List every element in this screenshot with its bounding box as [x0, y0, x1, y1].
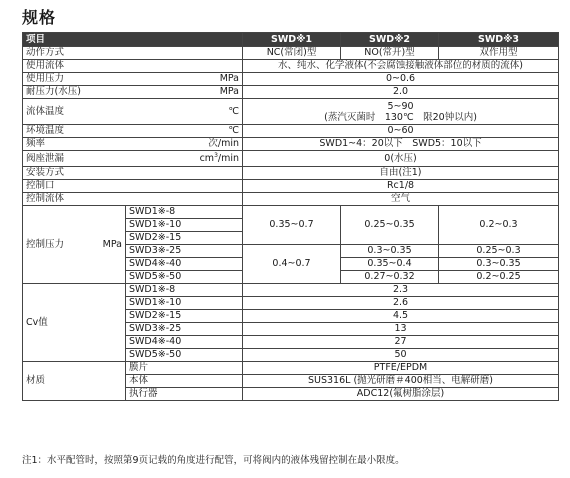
leak-value: 0(水压) — [243, 151, 559, 167]
material-value: SUS316L (抛光研磨＃400相当、电解研磨) — [243, 375, 559, 388]
cv-value: 2.6 — [243, 297, 559, 310]
freq-row — [23, 138, 559, 151]
ctrl-pressure-swd3-small: 0.2~0.3 — [439, 206, 559, 245]
action-row — [23, 47, 559, 60]
spec-table — [22, 32, 559, 401]
fluid-temp-unit: ℃ — [228, 106, 240, 117]
freq-unit: 次/min — [208, 138, 240, 149]
cv-value: 27 — [243, 336, 559, 349]
ctrl-pressure-swd3-value: 0.2~0.25 — [439, 271, 559, 284]
action-swd3: 双作用型 — [439, 47, 559, 60]
ctrl-pressure-swd2-value: 0.35~0.4 — [341, 258, 439, 271]
cv-label: Cv值 — [23, 284, 126, 362]
ctrl-pressure-swd2-small: 0.25~0.35 — [341, 206, 439, 245]
footnote: 注1：水平配管时，按照第9页记载的角度进行配管，可将阀内的液体残留控制在最小限度。 — [22, 455, 405, 466]
cv-model: SWD3※-25 — [126, 323, 243, 336]
ctrl-fluid-label: 控制流体 — [23, 193, 243, 206]
leak-label: 阀座泄漏 $cm^3/\min$ — [23, 151, 243, 167]
ctrl-pressure-model: SWD1※-10 — [126, 219, 243, 232]
page-title: 规格 — [22, 8, 57, 27]
material-value: PTFE/EPDM — [243, 362, 559, 375]
cv-row — [23, 284, 559, 297]
ambient-label: 环境温度 ℃ — [23, 125, 243, 138]
proof-label: 耐压力(水压) MPa — [23, 86, 243, 99]
port-label: 控制口 — [23, 180, 243, 193]
action-label: 动作方式 — [23, 47, 243, 60]
header-swd1: SWD※1 — [243, 33, 341, 47]
fluid-label: 使用流体 — [23, 60, 243, 73]
ctrl-pressure-label: 控制压力 MPa — [23, 206, 126, 284]
leak-unit: $cm^3/\min$ — [199, 151, 240, 164]
cv-value: 2.3 — [243, 284, 559, 297]
material-label: 材质 — [23, 362, 126, 401]
material-part: 本体 — [126, 375, 243, 388]
fluid-temp-range: 5~90 — [387, 100, 414, 112]
header-swd2: SWD※2 — [341, 33, 439, 47]
ctrl-pressure-swd1-large: 0.4~0.7 — [243, 245, 341, 284]
port-row — [23, 180, 559, 193]
cv-value: 4.5 — [243, 310, 559, 323]
leak-row — [23, 151, 559, 167]
ctrl-pressure-swd2-value: 0.3~0.35 — [341, 245, 439, 258]
ctrl-pressure-swd3-value: 0.3~0.35 — [439, 258, 559, 271]
cv-value: 50 — [243, 349, 559, 362]
action-swd2: NO(常开)型 — [341, 47, 439, 60]
ctrl-fluid-row — [23, 193, 559, 206]
port-value: Rc1/8 — [243, 180, 559, 193]
cv-model: SWD5※-50 — [126, 349, 243, 362]
cv-model: SWD1※-10 — [126, 297, 243, 310]
pressure-unit: MPa — [219, 73, 240, 84]
ctrl-pressure-model: SWD5※-50 — [126, 271, 243, 284]
fluid-temp-value — [243, 99, 559, 125]
fluid-row — [23, 60, 559, 73]
proof-unit: MPa — [219, 86, 240, 97]
fluid-value: 水、纯水、化学液体(不会腐蚀接触液体部位的材质的流体) — [243, 60, 559, 73]
ctrl-pressure-swd2-value: 0.27~0.32 — [341, 271, 439, 284]
ambient-row — [23, 125, 559, 138]
proof-value: 2.0 — [243, 86, 559, 99]
pressure-label: 使用压力 MPa — [23, 73, 243, 86]
cv-model: SWD2※-15 — [126, 310, 243, 323]
action-swd1: NC(常闭)型 — [243, 47, 341, 60]
mount-value: 自由(注1) — [243, 167, 559, 180]
header-item: 项目 — [23, 33, 243, 47]
pressure-row — [23, 73, 559, 86]
header-row — [23, 33, 559, 47]
material-row — [23, 362, 559, 375]
ctrl-pressure-unit: MPa — [102, 238, 122, 250]
fluid-temp-steam: (蒸汽灭菌时 130℃ 限20钟以内) — [324, 111, 477, 123]
freq-value: SWD1~4：20以下 SWD5：10以下 — [243, 138, 559, 151]
mount-row — [23, 167, 559, 180]
cv-model: SWD1※-8 — [126, 284, 243, 297]
ctrl-pressure-swd1-small: 0.35~0.7 — [243, 206, 341, 245]
cv-value: 13 — [243, 323, 559, 336]
cv-model: SWD4※-40 — [126, 336, 243, 349]
ctrl-pressure-swd3-value: 0.25~0.3 — [439, 245, 559, 258]
ctrl-pressure-row — [23, 206, 559, 219]
ambient-value: 0~60 — [243, 125, 559, 138]
ctrl-pressure-model: SWD2※-15 — [126, 232, 243, 245]
ctrl-fluid-value: 空气 — [243, 193, 559, 206]
pressure-value: 0~0.6 — [243, 73, 559, 86]
ctrl-pressure-model: SWD4※-40 — [126, 258, 243, 271]
ctrl-pressure-model: SWD1※-8 — [126, 206, 243, 219]
proof-row — [23, 86, 559, 99]
material-value: ADC12(氟树脂涂层) — [243, 388, 559, 401]
ctrl-pressure-model: SWD3※-25 — [126, 245, 243, 258]
ambient-unit: ℃ — [228, 125, 240, 136]
material-part: 执行器 — [126, 388, 243, 401]
freq-label: 频率 次/min — [23, 138, 243, 151]
mount-label: 安装方式 — [23, 167, 243, 180]
material-part: 膜片 — [126, 362, 243, 375]
fluid-temp-label: 流体温度 ℃ — [23, 99, 243, 125]
header-swd3: SWD※3 — [439, 33, 559, 47]
fluid-temp-row — [23, 99, 559, 125]
